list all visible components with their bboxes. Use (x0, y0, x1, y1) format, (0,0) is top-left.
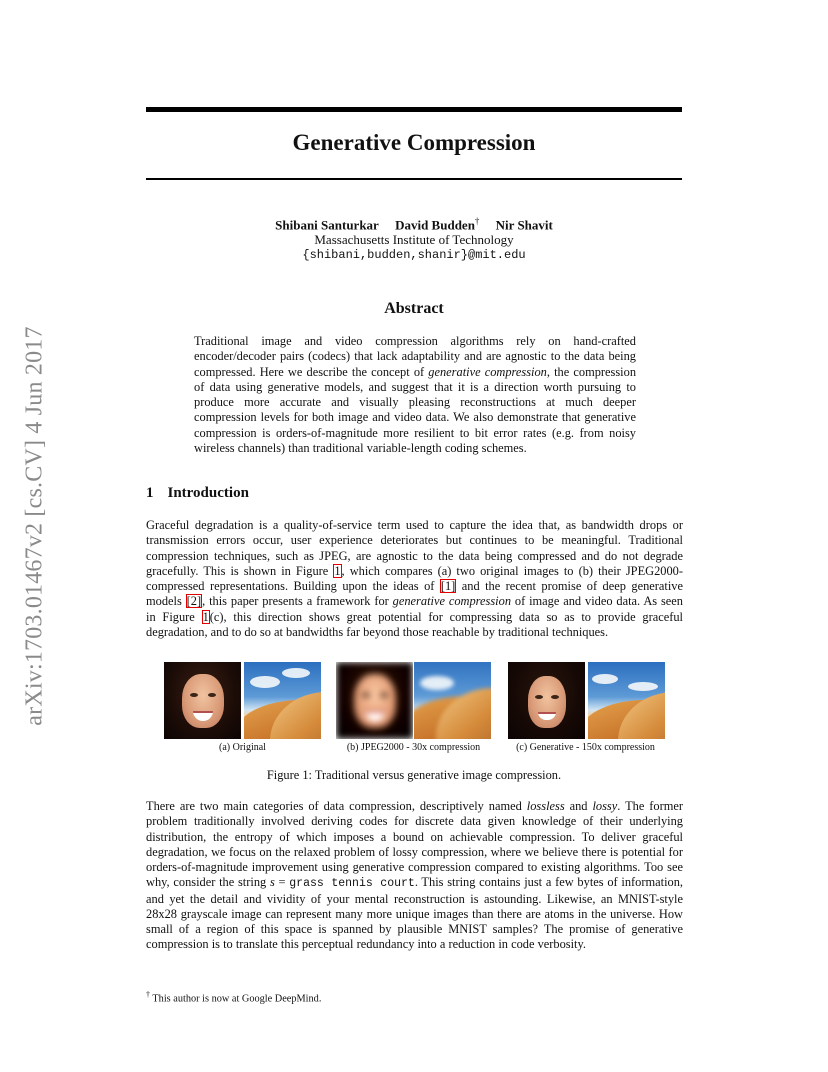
abstract-body: Traditional image and video compression algorithms rely on hand-crafted encoder/decoder pairs (codecs) that lack adaptability and are agnostic to the data being compressed. Here we describe the concept of generative compression, the compression of data using generative models, and suggest that it is a direction worth pursuing to produce more accurate and visually pleasing reconstructions at much deeper compression levels for both image and video data. We also demonstrate that generative compression is orders-of-magnitude more resilient to bit error rates (e.g. from noisy wireless channels) than traditional variable-length coding schemes. (194, 334, 637, 456)
example-string: grass tennis court (289, 877, 415, 891)
arxiv-identifier-stamp: arXiv:1703.01467v2 [cs.CV] 4 Jun 2017 (21, 326, 48, 726)
author-budden: David Budden (395, 217, 475, 233)
term-lossy: lossy (592, 799, 618, 813)
section-heading-introduction: 1 Introduction (146, 485, 249, 501)
intro-emphasis: generative compression (392, 594, 512, 609)
figure-original-landscape (244, 662, 321, 739)
citation-link-1[interactable]: [1] (440, 579, 456, 593)
figure-jpeg2000-landscape (414, 662, 491, 739)
figure-jpeg2000-face (336, 662, 413, 739)
intro-paragraph-2: There are two main categories of data compression, descriptively named lossless and lossy. The former problem traditionally involved deriving codes for discrete data given knowledge of their underlying distribution, the entropy of which imposes a bound on achievable compression. To deliver graceful degradation, we focus on the relaxed problem of lossy compression, where we believe there is potential for orders-of-magnitude improvement using generative compression compared to existing algorithms. Too see why, consider the string s = grass tennis court. This string contains just a few bytes of information, and yet the detail and vividity of your mental reconstruction is astounding. Likewise, an MNIST-style 28x28 grayscale image can represent many more unique images than there are atoms in the universe. How small of a region of this space is spanned by plausible MNIST samples? The promise of generative compression is to translate this perceptual redundancy into a reduction in code verbosity. (146, 799, 683, 952)
title-top-rule (146, 107, 682, 112)
abstract-emphasis: generative compression (428, 364, 547, 379)
footnote: † This author is now at Google DeepMind. (146, 990, 322, 1005)
footnote-mark: † (146, 990, 150, 999)
author-santurkar: Shibani Santurkar (275, 217, 379, 233)
figure-generative-landscape (588, 662, 665, 739)
figure-caption: Figure 1: Traditional versus generative image compression. (266, 768, 562, 782)
intro-paragraph-1: Graceful degradation is a quality-of-service term used to capture the idea that, as bandwidth drops or transmission errors occur, user experience deteriorates but continues to be meaningful. Traditional compression techniques, such as JPEG, are agnostic to the data being compressed and do not degrade gracefully. This is shown in Figure 1, which compares (a) two original images to (b) their JPEG2000-compressed representations. Building upon the ideas of [1] and the recent promise of deep generative models [2], this paper presents a framework for generative compression of image and video data. As seen in Figure 1(c), this direction shows great potential for compressing data so as to provide graceful degradation, and to do so at bandwidths far beyond those reachable by traditional techniques. (146, 518, 683, 639)
author-list (146, 216, 682, 233)
figure-subcaption-a: (a) Original (219, 742, 266, 753)
figure-subcaption-b: (b) JPEG2000 - 30x compression (346, 742, 481, 753)
affiliation: Massachusetts Institute of Technology (314, 232, 514, 247)
author-emails: {shibani,budden,shanir}@mit.edu (302, 248, 526, 262)
math-variable-s: s (269, 875, 275, 890)
figure-generative-face (508, 662, 585, 739)
citation-link-2[interactable]: [2] (186, 594, 202, 609)
figure-ref-link[interactable]: 1 (334, 563, 341, 578)
abstract-heading: Abstract (384, 300, 444, 317)
figure-subcaption-c: (c) Generative - 150x compression (516, 742, 655, 753)
figure-original-face (164, 662, 241, 739)
title-bottom-rule (146, 178, 682, 180)
author-shavit: Nir Shavit (495, 217, 553, 233)
paper-title: Generative Compression (292, 130, 536, 155)
figure-ref-link-2[interactable]: 1 (202, 609, 209, 624)
author-footnote-mark: † (474, 216, 480, 226)
term-lossless: lossless (526, 799, 565, 813)
